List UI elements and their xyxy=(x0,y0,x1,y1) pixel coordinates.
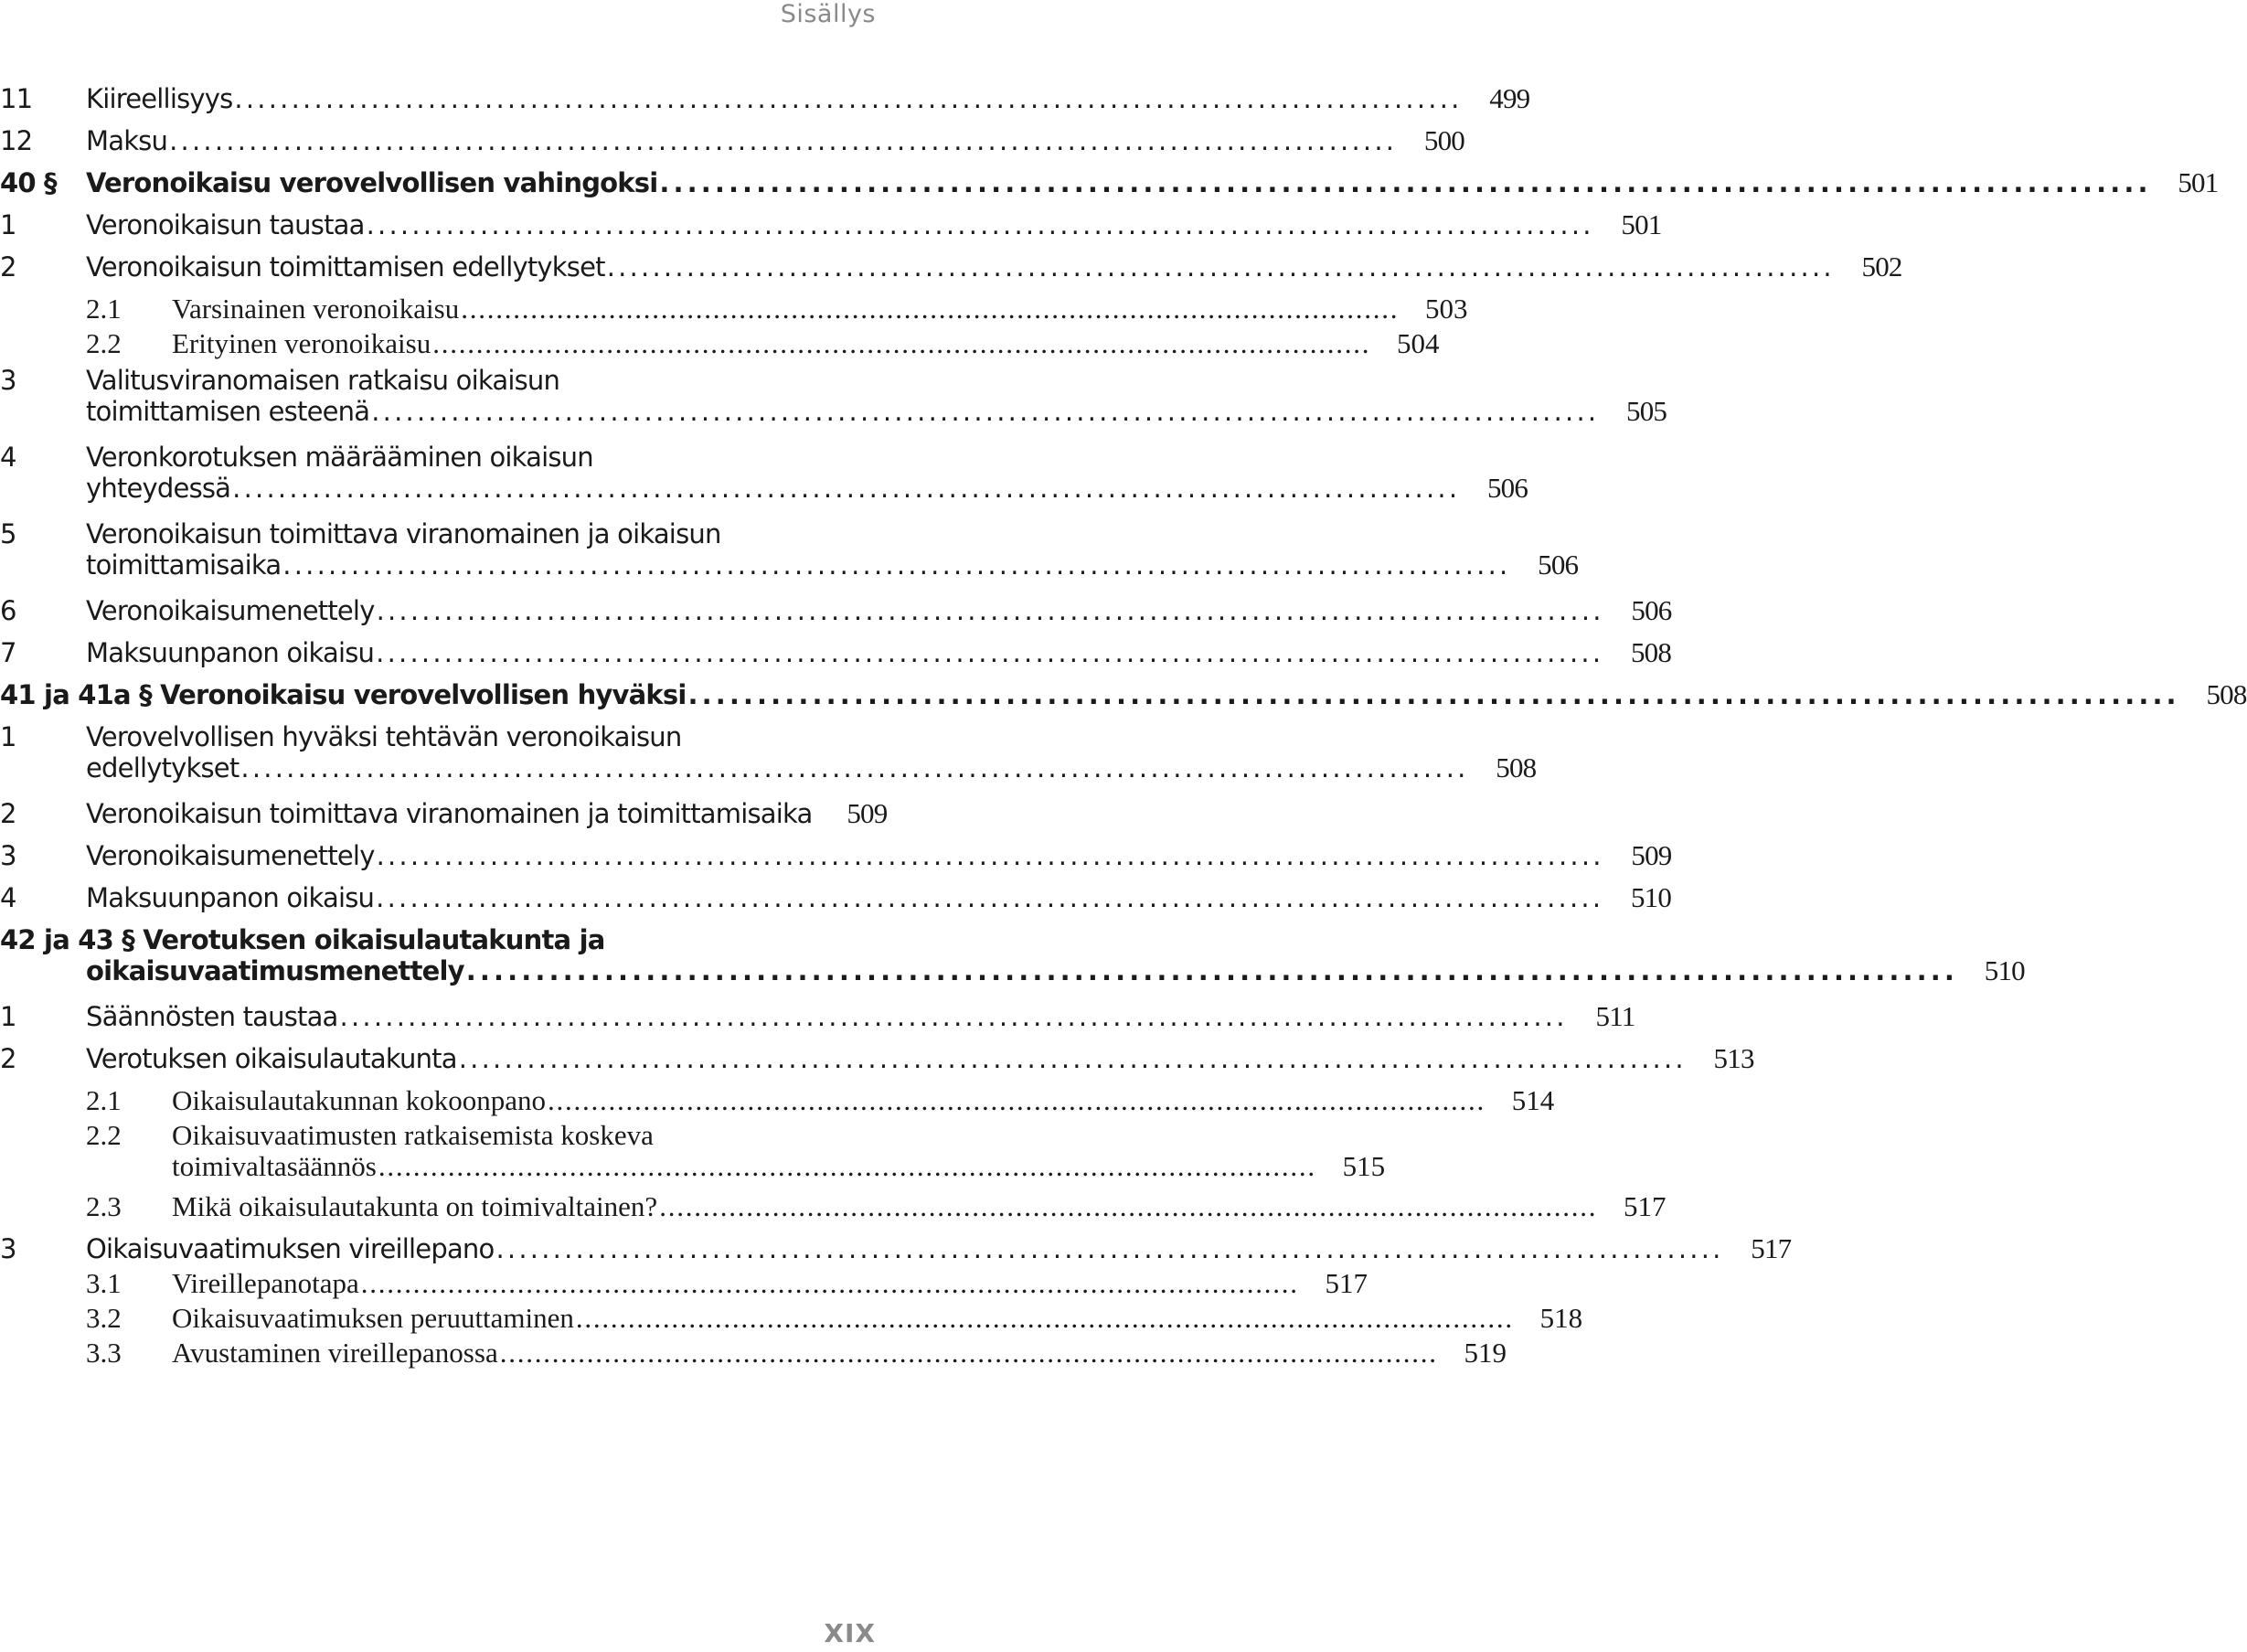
toc-entry-title: Veronoikaisumenettely xyxy=(86,840,375,871)
toc-entry-number: 6 xyxy=(0,595,16,626)
toc-page-number[interactable]: 515 xyxy=(1342,1150,1386,1182)
toc-entry-number: 1 xyxy=(0,721,16,752)
toc-entry-title: Vireillepanotapa xyxy=(172,1267,359,1299)
toc-page-number[interactable]: 504 xyxy=(1397,327,1440,359)
leader-dots xyxy=(234,75,1456,123)
toc-entry-title: Valitusviranomaisen ratkaisu oikaisun xyxy=(86,365,560,396)
toc-entry-title: Verovelvollisen hyväksi tehtävän veronoikaisun xyxy=(86,721,682,752)
toc-entry-number: 7 xyxy=(0,637,16,668)
toc-entry-number: 5 xyxy=(0,518,16,549)
toc-entry-title: oikaisuvaatimusmenettely xyxy=(86,955,464,986)
leader-dots xyxy=(466,947,1952,995)
page-number-folio: XIX xyxy=(824,1618,876,1648)
toc-entry-number: 4 xyxy=(0,882,16,913)
toc-page-number[interactable]: 502 xyxy=(1861,250,1902,282)
toc-entry-title: Avustaminen vireillepanossa xyxy=(172,1337,498,1369)
leader-dots xyxy=(169,117,1391,165)
toc-entry-number: 2.2 xyxy=(86,1119,122,1151)
toc-entry-line xyxy=(0,388,1667,435)
toc-entry-title: yhteydessä xyxy=(86,473,231,504)
toc-page-number[interactable]: 510 xyxy=(1630,881,1672,913)
toc-entry-number: 40 § xyxy=(0,167,57,198)
toc-page-number[interactable]: 499 xyxy=(1489,82,1530,114)
toc-page-number[interactable]: 510 xyxy=(1984,954,2025,986)
leader-dots xyxy=(232,464,1454,512)
toc-entry-number: 3 xyxy=(0,365,16,396)
toc-entry-title: toimittamisen esteenä xyxy=(86,396,370,427)
toc-entry-title: Mikä oikaisulautakunta on toimivaltainen? xyxy=(172,1190,658,1222)
toc-entry-number: 3 xyxy=(0,840,16,871)
toc-entry-line xyxy=(0,744,1537,792)
toc-page-number[interactable]: 511 xyxy=(1595,1000,1635,1032)
leader-dots xyxy=(459,1035,1681,1082)
toc-entry-title: toimittamisaika xyxy=(86,549,282,581)
toc-entry-title: Veronoikaisu verovelvollisen vahingoksi xyxy=(86,167,658,198)
toc-entry-title: Veronoikaisun toimittava viranomainen ja oikaisun xyxy=(86,518,721,549)
toc-entry-title: Veronkorotuksen määrääminen oikaisun xyxy=(86,442,593,473)
toc-entry-line xyxy=(0,790,888,837)
toc-page-number[interactable]: 517 xyxy=(1623,1190,1667,1222)
toc-entry-number: 2.3 xyxy=(86,1190,122,1222)
toc-page-number[interactable]: 501 xyxy=(1621,208,1662,240)
toc-page-number[interactable]: 500 xyxy=(1423,124,1465,156)
toc-entry-number: 3.2 xyxy=(86,1302,122,1334)
toc-page-number[interactable]: 509 xyxy=(1631,839,1672,871)
toc-page-number[interactable]: 519 xyxy=(1464,1337,1507,1369)
toc-page-number[interactable]: 517 xyxy=(1325,1267,1368,1299)
toc-entry-line xyxy=(0,117,1465,165)
toc-entry-title: toimivaltasäännös xyxy=(172,1150,377,1182)
leader-dots xyxy=(500,1329,1433,1377)
toc-page-number[interactable]: 506 xyxy=(1486,472,1528,504)
toc-entry-number: 3 xyxy=(0,1233,16,1264)
toc-entry-line xyxy=(0,201,1662,249)
toc-entry-number: 11 xyxy=(0,83,33,114)
toc-entry-number: 3.1 xyxy=(86,1267,122,1299)
toc-page-number[interactable]: 508 xyxy=(1496,751,1537,783)
leader-dots xyxy=(377,587,1599,634)
toc-entry-line xyxy=(0,947,2025,995)
toc-entry-line xyxy=(0,243,1902,291)
toc-entry-title: Oikaisuvaatimuksen peruuttaminen xyxy=(172,1302,574,1334)
toc-entry-number: 2 xyxy=(0,798,16,829)
toc-entry-title: Maksuunpanon oikaisu xyxy=(86,637,375,668)
toc-entry-line xyxy=(0,587,1672,634)
toc-entry-line xyxy=(0,832,1672,879)
toc-entry-line xyxy=(0,1329,1507,1377)
toc-page-number[interactable]: 506 xyxy=(1538,549,1579,581)
toc-entry-line xyxy=(0,874,1672,922)
toc-entry-title: Veronoikaisun taustaa xyxy=(86,209,365,240)
toc-entry-line xyxy=(0,671,2247,719)
leader-dots xyxy=(376,874,1598,922)
toc-entry-title: Oikaisulautakunnan kokoonpano xyxy=(172,1084,546,1116)
toc-page-number[interactable]: 508 xyxy=(2206,678,2247,710)
toc-entry-line xyxy=(0,159,2219,207)
toc-entry-title: Varsinainen veronoikaisu xyxy=(172,293,460,325)
toc-entry-title: Maksu xyxy=(86,125,168,156)
toc-entry-title: Veronoikaisun toimittava viranomainen ja toimittamisaika xyxy=(86,798,813,829)
toc-page-number[interactable]: 506 xyxy=(1631,594,1672,626)
leader-dots xyxy=(340,993,1562,1040)
toc-entry-title: Veronoikaisumenettely xyxy=(86,595,375,626)
toc-page-number[interactable]: 505 xyxy=(1626,395,1667,427)
leader-dots xyxy=(240,744,1463,792)
leader-dots xyxy=(607,243,1829,291)
toc-entry-line xyxy=(0,75,1530,123)
toc-entry-number: 1 xyxy=(0,209,16,240)
leader-dots xyxy=(659,159,2145,207)
toc-page-number[interactable]: 514 xyxy=(1511,1084,1555,1116)
toc-page-number[interactable]: 501 xyxy=(2178,166,2219,198)
running-header: Sisällys xyxy=(780,0,876,28)
toc-entry-title: Oikaisuvaatimuksen vireillepano xyxy=(86,1233,495,1264)
toc-page-number[interactable]: 509 xyxy=(847,797,888,829)
leader-dots xyxy=(282,541,1505,589)
toc-entry-number: 4 xyxy=(0,442,16,473)
toc-page-number[interactable]: 517 xyxy=(1751,1232,1792,1264)
toc-entry-number: 3.3 xyxy=(86,1337,122,1369)
toc-entry-line xyxy=(0,464,1528,512)
leader-dots xyxy=(659,1183,1592,1231)
toc-page-number[interactable]: 508 xyxy=(1630,636,1672,668)
leader-dots xyxy=(367,201,1589,249)
leader-dots xyxy=(687,671,2173,719)
toc-entry-title: Verotuksen oikaisulautakunta xyxy=(86,1043,457,1074)
toc-entry-line xyxy=(0,1183,1667,1231)
toc-entry-title: Kiireellisyys xyxy=(86,83,233,114)
toc-entry-title: Säännösten taustaa xyxy=(86,1001,338,1032)
toc-entry-title: 42 ja 43 § Verotuksen oikaisulautakunta ja xyxy=(0,924,605,955)
leader-dots xyxy=(371,388,1593,435)
toc-entry-line xyxy=(0,1035,1754,1082)
toc-entry-line xyxy=(0,993,1635,1040)
toc-entry-number: 2 xyxy=(0,251,16,282)
toc-entry-number: 12 xyxy=(0,125,33,156)
toc-entry-title: Erityinen veronoikaisu xyxy=(172,327,431,359)
toc-entry-title: 41 ja 41a § Veronoikaisu verovelvollisen hyväksi xyxy=(0,679,687,710)
toc-page-number[interactable]: 503 xyxy=(1424,293,1468,325)
toc-entry-line xyxy=(0,629,1672,677)
toc-entry-number: 2.1 xyxy=(86,293,122,325)
toc-page-number[interactable]: 518 xyxy=(1539,1302,1583,1334)
toc-entry-title: Oikaisuvaatimusten ratkaisemista koskeva xyxy=(172,1119,654,1151)
toc-entry-number: 2.2 xyxy=(86,327,122,359)
toc-entry-number: 2.1 xyxy=(86,1084,122,1116)
toc-entry-line xyxy=(0,541,1579,589)
toc-entry-title: Maksuunpanon oikaisu xyxy=(86,882,375,913)
toc-entry-number: 2 xyxy=(0,1043,16,1074)
toc-entry-title: edellytykset xyxy=(86,752,240,783)
leader-dots xyxy=(377,832,1599,879)
leader-dots xyxy=(376,629,1598,677)
toc-entry-number: 1 xyxy=(0,1001,16,1032)
toc-page-number[interactable]: 513 xyxy=(1713,1042,1754,1074)
toc-entry-title: Veronoikaisun toimittamisen edellytykset xyxy=(86,251,605,282)
